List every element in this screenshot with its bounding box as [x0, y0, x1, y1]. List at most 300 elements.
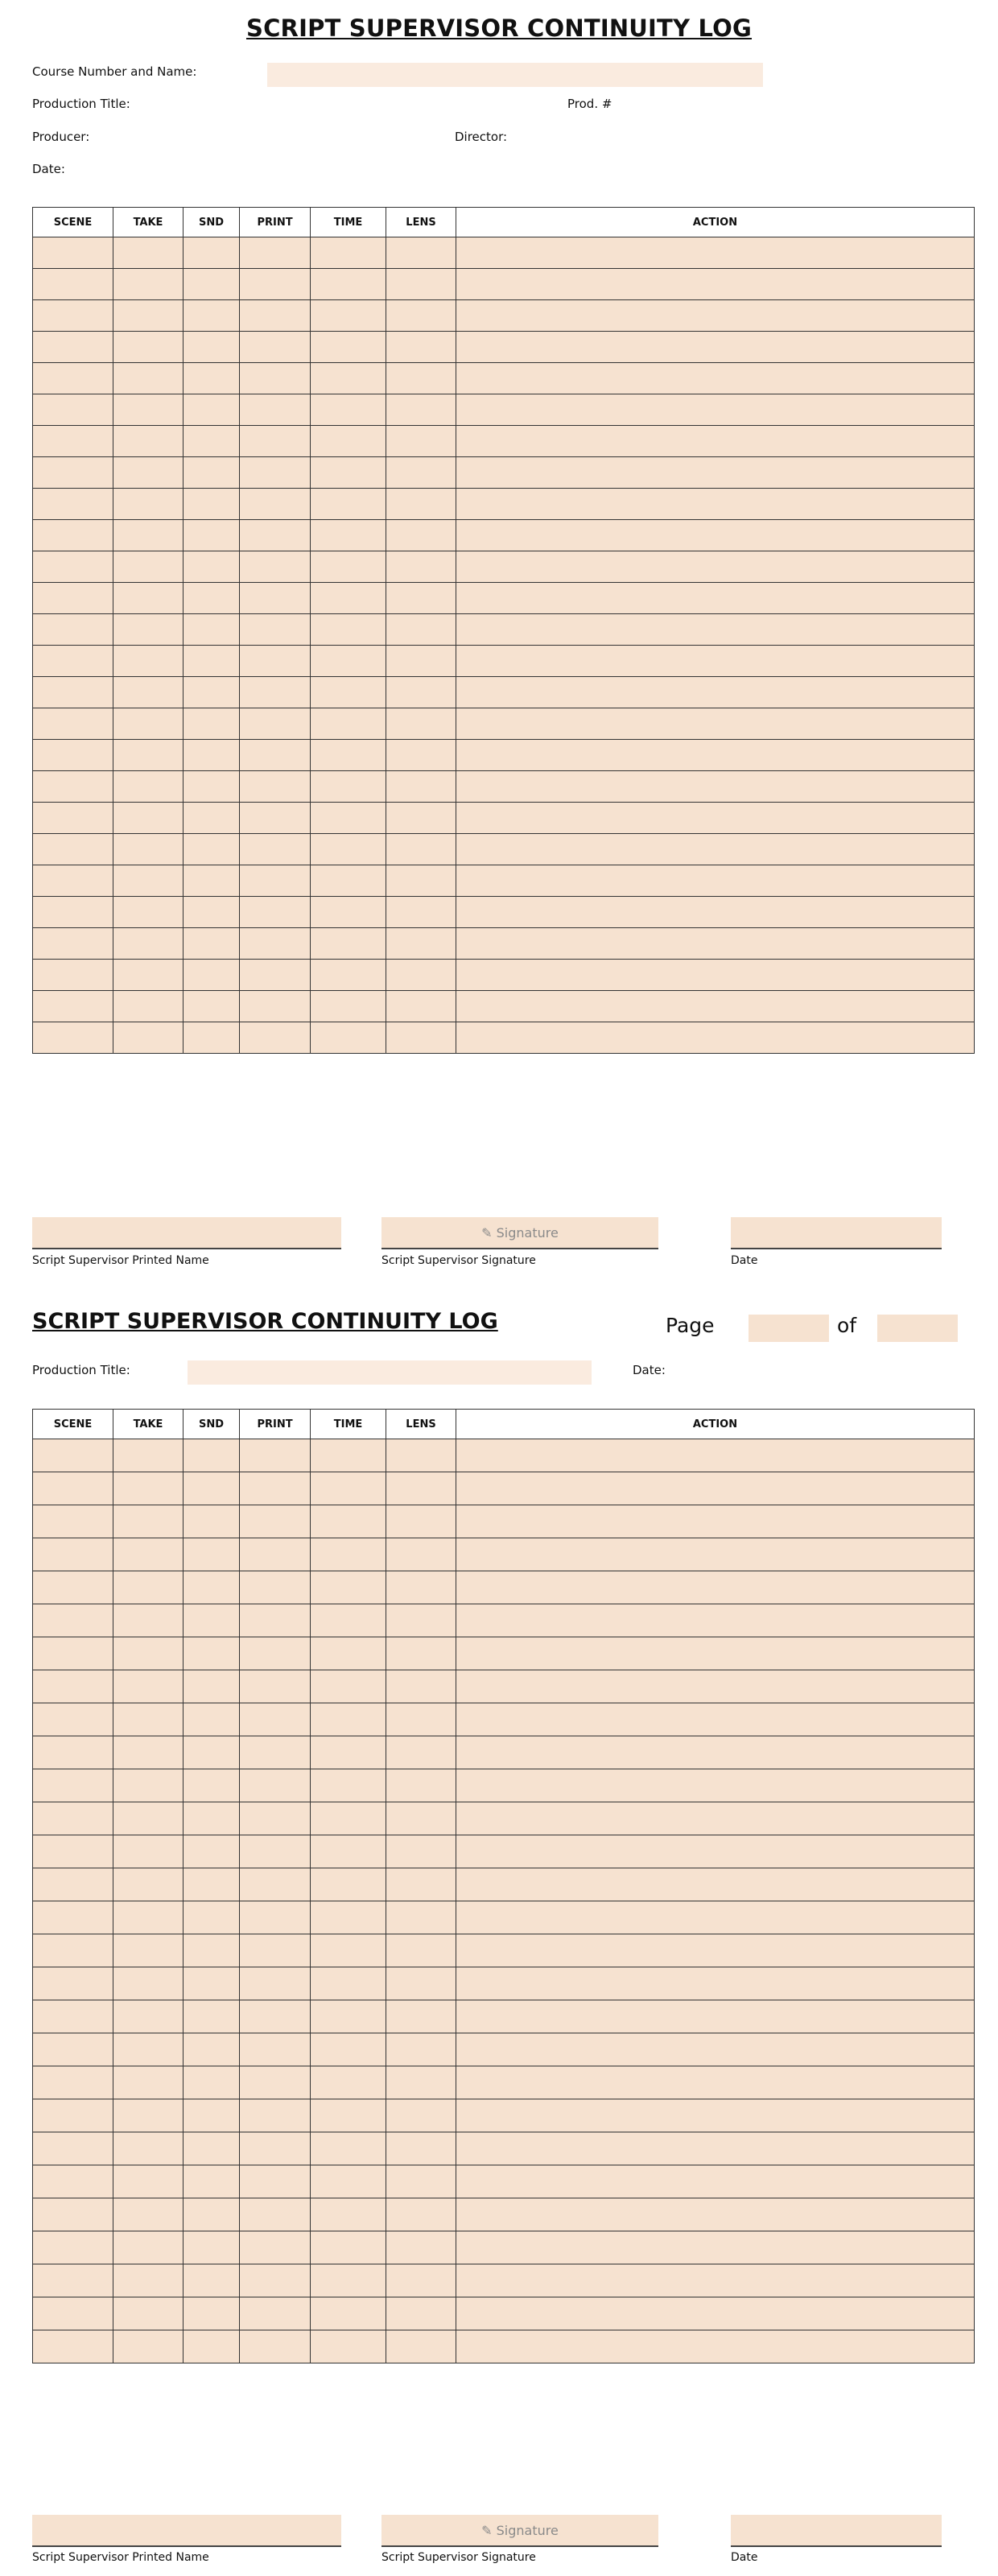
cell-action[interactable]	[456, 457, 975, 489]
cell-scene[interactable]	[33, 2132, 113, 2165]
cell-snd[interactable]	[184, 426, 240, 457]
cell-print[interactable]	[240, 1604, 311, 1637]
cell-lens[interactable]	[386, 960, 456, 991]
cell-snd[interactable]	[184, 2297, 240, 2330]
cell-print[interactable]	[240, 2099, 311, 2132]
cell-lens[interactable]	[386, 1934, 456, 1967]
cell-print[interactable]	[240, 1868, 311, 1901]
cell-action[interactable]	[456, 332, 975, 363]
cell-lens[interactable]	[386, 520, 456, 551]
cell-snd[interactable]	[184, 1967, 240, 2000]
cell-snd[interactable]	[184, 332, 240, 363]
cell-action[interactable]	[456, 2198, 975, 2231]
cell-take[interactable]	[113, 771, 184, 803]
cell-action[interactable]	[456, 677, 975, 708]
cell-snd[interactable]	[184, 457, 240, 489]
cell-print[interactable]	[240, 2330, 311, 2363]
cell-action[interactable]	[456, 551, 975, 583]
cell-time[interactable]	[311, 740, 386, 771]
cell-time[interactable]	[311, 1538, 386, 1571]
cell-scene[interactable]	[33, 960, 113, 991]
cell-scene[interactable]	[33, 457, 113, 489]
cell-print[interactable]	[240, 1901, 311, 1934]
cell-snd[interactable]	[184, 1670, 240, 1703]
cell-take[interactable]	[113, 2099, 184, 2132]
cell-action[interactable]	[456, 740, 975, 771]
cell-scene[interactable]	[33, 865, 113, 897]
cell-action[interactable]	[456, 865, 975, 897]
cell-action[interactable]	[456, 1835, 975, 1868]
cell-take[interactable]	[113, 489, 184, 520]
cell-time[interactable]	[311, 928, 386, 960]
cell-snd[interactable]	[184, 834, 240, 865]
cell-take[interactable]	[113, 332, 184, 363]
page-number-field[interactable]	[748, 1315, 829, 1342]
cell-take[interactable]	[113, 394, 184, 426]
cell-time[interactable]	[311, 2066, 386, 2099]
cell-take[interactable]	[113, 2066, 184, 2099]
cell-lens[interactable]	[386, 1769, 456, 1802]
cell-snd[interactable]	[184, 991, 240, 1022]
cell-take[interactable]	[113, 1868, 184, 1901]
cell-print[interactable]	[240, 834, 311, 865]
cell-time[interactable]	[311, 2165, 386, 2198]
cell-snd[interactable]	[184, 2033, 240, 2066]
cell-scene[interactable]	[33, 803, 113, 834]
cell-scene[interactable]	[33, 2033, 113, 2066]
cell-print[interactable]	[240, 991, 311, 1022]
cell-print[interactable]	[240, 1571, 311, 1604]
cell-time[interactable]	[311, 2198, 386, 2231]
cell-action[interactable]	[456, 1703, 975, 1736]
cell-action[interactable]	[456, 2264, 975, 2297]
cell-scene[interactable]	[33, 646, 113, 677]
cell-take[interactable]	[113, 1637, 184, 1670]
page2-signature-field[interactable]	[381, 2515, 658, 2547]
cell-snd[interactable]	[184, 865, 240, 897]
cell-lens[interactable]	[386, 332, 456, 363]
cell-snd[interactable]	[184, 1472, 240, 1505]
cell-take[interactable]	[113, 1835, 184, 1868]
cell-lens[interactable]	[386, 1703, 456, 1736]
cell-snd[interactable]	[184, 771, 240, 803]
cell-snd[interactable]	[184, 1637, 240, 1670]
cell-lens[interactable]	[386, 2033, 456, 2066]
cell-snd[interactable]	[184, 1835, 240, 1868]
cell-lens[interactable]	[386, 1538, 456, 1571]
cell-snd[interactable]	[184, 394, 240, 426]
cell-print[interactable]	[240, 2033, 311, 2066]
cell-snd[interactable]	[184, 1703, 240, 1736]
cell-snd[interactable]	[184, 1901, 240, 1934]
cell-scene[interactable]	[33, 269, 113, 300]
cell-lens[interactable]	[386, 2000, 456, 2033]
cell-take[interactable]	[113, 897, 184, 928]
cell-action[interactable]	[456, 520, 975, 551]
cell-scene[interactable]	[33, 614, 113, 646]
page2-signature-date-field[interactable]	[731, 2515, 942, 2547]
cell-print[interactable]	[240, 1022, 311, 1054]
cell-action[interactable]	[456, 2297, 975, 2330]
cell-lens[interactable]	[386, 2165, 456, 2198]
cell-take[interactable]	[113, 1802, 184, 1835]
cell-scene[interactable]	[33, 708, 113, 740]
cell-lens[interactable]	[386, 897, 456, 928]
cell-take[interactable]	[113, 614, 184, 646]
cell-print[interactable]	[240, 237, 311, 269]
cell-snd[interactable]	[184, 1505, 240, 1538]
cell-action[interactable]	[456, 1868, 975, 1901]
cell-lens[interactable]	[386, 2264, 456, 2297]
cell-print[interactable]	[240, 740, 311, 771]
cell-action[interactable]	[456, 489, 975, 520]
cell-take[interactable]	[113, 1901, 184, 1934]
cell-action[interactable]	[456, 2033, 975, 2066]
cell-time[interactable]	[311, 489, 386, 520]
cell-scene[interactable]	[33, 1439, 113, 1472]
cell-scene[interactable]	[33, 520, 113, 551]
cell-snd[interactable]	[184, 2198, 240, 2231]
cell-scene[interactable]	[33, 2264, 113, 2297]
cell-snd[interactable]	[184, 1538, 240, 1571]
cell-time[interactable]	[311, 2231, 386, 2264]
cell-action[interactable]	[456, 897, 975, 928]
cell-take[interactable]	[113, 708, 184, 740]
cell-take[interactable]	[113, 1934, 184, 1967]
cell-lens[interactable]	[386, 583, 456, 614]
cell-lens[interactable]	[386, 1868, 456, 1901]
cell-print[interactable]	[240, 2264, 311, 2297]
cell-print[interactable]	[240, 614, 311, 646]
cell-take[interactable]	[113, 1022, 184, 1054]
cell-scene[interactable]	[33, 2000, 113, 2033]
cell-time[interactable]	[311, 1637, 386, 1670]
cell-lens[interactable]	[386, 2099, 456, 2132]
cell-scene[interactable]	[33, 2099, 113, 2132]
cell-take[interactable]	[113, 646, 184, 677]
cell-scene[interactable]	[33, 426, 113, 457]
cell-scene[interactable]	[33, 928, 113, 960]
cell-time[interactable]	[311, 2264, 386, 2297]
cell-time[interactable]	[311, 2132, 386, 2165]
cell-action[interactable]	[456, 2000, 975, 2033]
cell-print[interactable]	[240, 2297, 311, 2330]
cell-print[interactable]	[240, 1670, 311, 1703]
cell-snd[interactable]	[184, 2132, 240, 2165]
cell-time[interactable]	[311, 520, 386, 551]
cell-time[interactable]	[311, 269, 386, 300]
cell-action[interactable]	[456, 363, 975, 394]
cell-scene[interactable]	[33, 991, 113, 1022]
cell-take[interactable]	[113, 583, 184, 614]
cell-print[interactable]	[240, 1439, 311, 1472]
cell-time[interactable]	[311, 708, 386, 740]
cell-take[interactable]	[113, 1967, 184, 2000]
cell-lens[interactable]	[386, 1670, 456, 1703]
cell-snd[interactable]	[184, 646, 240, 677]
cell-take[interactable]	[113, 2297, 184, 2330]
cell-scene[interactable]	[33, 1736, 113, 1769]
cell-action[interactable]	[456, 1637, 975, 1670]
cell-print[interactable]	[240, 2231, 311, 2264]
cell-print[interactable]	[240, 646, 311, 677]
cell-scene[interactable]	[33, 363, 113, 394]
cell-scene[interactable]	[33, 1868, 113, 1901]
cell-lens[interactable]	[386, 1505, 456, 1538]
cell-take[interactable]	[113, 300, 184, 332]
cell-action[interactable]	[456, 426, 975, 457]
cell-lens[interactable]	[386, 614, 456, 646]
cell-snd[interactable]	[184, 363, 240, 394]
cell-print[interactable]	[240, 771, 311, 803]
signature-field[interactable]	[381, 1217, 658, 1249]
cell-lens[interactable]	[386, 2330, 456, 2363]
cell-print[interactable]	[240, 269, 311, 300]
cell-snd[interactable]	[184, 2066, 240, 2099]
cell-action[interactable]	[456, 928, 975, 960]
cell-print[interactable]	[240, 897, 311, 928]
cell-snd[interactable]	[184, 614, 240, 646]
cell-scene[interactable]	[33, 2231, 113, 2264]
cell-lens[interactable]	[386, 489, 456, 520]
cell-time[interactable]	[311, 1769, 386, 1802]
cell-action[interactable]	[456, 2231, 975, 2264]
cell-action[interactable]	[456, 1604, 975, 1637]
cell-snd[interactable]	[184, 1022, 240, 1054]
cell-take[interactable]	[113, 1571, 184, 1604]
cell-print[interactable]	[240, 677, 311, 708]
cell-snd[interactable]	[184, 269, 240, 300]
cell-print[interactable]	[240, 1538, 311, 1571]
cell-lens[interactable]	[386, 708, 456, 740]
cell-snd[interactable]	[184, 1934, 240, 1967]
cell-print[interactable]	[240, 803, 311, 834]
cell-time[interactable]	[311, 237, 386, 269]
cell-snd[interactable]	[184, 520, 240, 551]
cell-lens[interactable]	[386, 300, 456, 332]
cell-scene[interactable]	[33, 1538, 113, 1571]
cell-take[interactable]	[113, 1538, 184, 1571]
cell-time[interactable]	[311, 677, 386, 708]
cell-take[interactable]	[113, 1703, 184, 1736]
cell-scene[interactable]	[33, 1022, 113, 1054]
cell-action[interactable]	[456, 1934, 975, 1967]
cell-snd[interactable]	[184, 489, 240, 520]
cell-time[interactable]	[311, 1703, 386, 1736]
cell-scene[interactable]	[33, 1802, 113, 1835]
cell-print[interactable]	[240, 583, 311, 614]
cell-lens[interactable]	[386, 1967, 456, 2000]
cell-time[interactable]	[311, 332, 386, 363]
cell-action[interactable]	[456, 614, 975, 646]
cell-scene[interactable]	[33, 897, 113, 928]
cell-time[interactable]	[311, 1571, 386, 1604]
cell-time[interactable]	[311, 1604, 386, 1637]
cell-time[interactable]	[311, 583, 386, 614]
cell-scene[interactable]	[33, 551, 113, 583]
cell-lens[interactable]	[386, 269, 456, 300]
cell-lens[interactable]	[386, 677, 456, 708]
cell-lens[interactable]	[386, 1637, 456, 1670]
cell-scene[interactable]	[33, 1934, 113, 1967]
cell-scene[interactable]	[33, 1472, 113, 1505]
cell-action[interactable]	[456, 1571, 975, 1604]
cell-scene[interactable]	[33, 2066, 113, 2099]
cell-scene[interactable]	[33, 771, 113, 803]
cell-snd[interactable]	[184, 237, 240, 269]
cell-scene[interactable]	[33, 740, 113, 771]
cell-scene[interactable]	[33, 1670, 113, 1703]
cell-time[interactable]	[311, 865, 386, 897]
cell-take[interactable]	[113, 1670, 184, 1703]
cell-scene[interactable]	[33, 332, 113, 363]
cell-snd[interactable]	[184, 2165, 240, 2198]
cell-lens[interactable]	[386, 1022, 456, 1054]
cell-scene[interactable]	[33, 677, 113, 708]
cell-snd[interactable]	[184, 677, 240, 708]
cell-action[interactable]	[456, 2132, 975, 2165]
cell-scene[interactable]	[33, 1901, 113, 1934]
cell-lens[interactable]	[386, 457, 456, 489]
cell-lens[interactable]	[386, 1571, 456, 1604]
cell-print[interactable]	[240, 1703, 311, 1736]
cell-action[interactable]	[456, 1769, 975, 1802]
cell-snd[interactable]	[184, 300, 240, 332]
cell-time[interactable]	[311, 897, 386, 928]
cell-scene[interactable]	[33, 2330, 113, 2363]
cell-lens[interactable]	[386, 1439, 456, 1472]
cell-print[interactable]	[240, 300, 311, 332]
cell-action[interactable]	[456, 960, 975, 991]
cell-action[interactable]	[456, 269, 975, 300]
cell-take[interactable]	[113, 269, 184, 300]
cell-snd[interactable]	[184, 740, 240, 771]
cell-action[interactable]	[456, 394, 975, 426]
cell-scene[interactable]	[33, 583, 113, 614]
cell-action[interactable]	[456, 2330, 975, 2363]
cell-lens[interactable]	[386, 803, 456, 834]
cell-snd[interactable]	[184, 1439, 240, 1472]
cell-action[interactable]	[456, 1967, 975, 2000]
cell-action[interactable]	[456, 583, 975, 614]
cell-print[interactable]	[240, 1802, 311, 1835]
cell-snd[interactable]	[184, 1769, 240, 1802]
cell-print[interactable]	[240, 1505, 311, 1538]
cell-time[interactable]	[311, 1967, 386, 2000]
cell-time[interactable]	[311, 960, 386, 991]
cell-print[interactable]	[240, 1769, 311, 1802]
cell-time[interactable]	[311, 834, 386, 865]
cell-lens[interactable]	[386, 1835, 456, 1868]
cell-take[interactable]	[113, 1736, 184, 1769]
cell-take[interactable]	[113, 551, 184, 583]
cell-action[interactable]	[456, 1439, 975, 1472]
cell-lens[interactable]	[386, 740, 456, 771]
cell-print[interactable]	[240, 1934, 311, 1967]
cell-action[interactable]	[456, 803, 975, 834]
cell-time[interactable]	[311, 646, 386, 677]
cell-time[interactable]	[311, 300, 386, 332]
cell-scene[interactable]	[33, 394, 113, 426]
cell-take[interactable]	[113, 1439, 184, 1472]
cell-lens[interactable]	[386, 363, 456, 394]
cell-action[interactable]	[456, 708, 975, 740]
cell-time[interactable]	[311, 1472, 386, 1505]
cell-time[interactable]	[311, 1439, 386, 1472]
cell-time[interactable]	[311, 457, 386, 489]
cell-snd[interactable]	[184, 1736, 240, 1769]
cell-lens[interactable]	[386, 1604, 456, 1637]
cell-time[interactable]	[311, 551, 386, 583]
cell-lens[interactable]	[386, 771, 456, 803]
cell-print[interactable]	[240, 2132, 311, 2165]
cell-time[interactable]	[311, 803, 386, 834]
cell-snd[interactable]	[184, 803, 240, 834]
cell-snd[interactable]	[184, 2231, 240, 2264]
cell-print[interactable]	[240, 865, 311, 897]
cell-action[interactable]	[456, 2099, 975, 2132]
cell-lens[interactable]	[386, 865, 456, 897]
cell-action[interactable]	[456, 834, 975, 865]
cell-scene[interactable]	[33, 2198, 113, 2231]
cell-take[interactable]	[113, 2033, 184, 2066]
cell-take[interactable]	[113, 834, 184, 865]
cell-take[interactable]	[113, 1769, 184, 1802]
cell-snd[interactable]	[184, 960, 240, 991]
cell-print[interactable]	[240, 332, 311, 363]
cell-print[interactable]	[240, 928, 311, 960]
cell-lens[interactable]	[386, 1802, 456, 1835]
cell-print[interactable]	[240, 1967, 311, 2000]
cell-action[interactable]	[456, 1022, 975, 1054]
cell-take[interactable]	[113, 960, 184, 991]
cell-print[interactable]	[240, 489, 311, 520]
cell-take[interactable]	[113, 2165, 184, 2198]
cell-take[interactable]	[113, 803, 184, 834]
cell-lens[interactable]	[386, 1472, 456, 1505]
signature-date-field[interactable]	[731, 1217, 942, 1249]
cell-snd[interactable]	[184, 928, 240, 960]
cell-print[interactable]	[240, 2165, 311, 2198]
cell-time[interactable]	[311, 426, 386, 457]
cell-take[interactable]	[113, 865, 184, 897]
cell-print[interactable]	[240, 2000, 311, 2033]
cell-print[interactable]	[240, 2198, 311, 2231]
cell-scene[interactable]	[33, 1505, 113, 1538]
cell-action[interactable]	[456, 300, 975, 332]
cell-take[interactable]	[113, 2198, 184, 2231]
cell-time[interactable]	[311, 1505, 386, 1538]
cell-take[interactable]	[113, 2132, 184, 2165]
cell-scene[interactable]	[33, 1604, 113, 1637]
cell-scene[interactable]	[33, 834, 113, 865]
cell-action[interactable]	[456, 2165, 975, 2198]
cell-action[interactable]	[456, 237, 975, 269]
cell-time[interactable]	[311, 1934, 386, 1967]
cell-scene[interactable]	[33, 1967, 113, 2000]
cell-time[interactable]	[311, 2000, 386, 2033]
cell-scene[interactable]	[33, 1769, 113, 1802]
cell-print[interactable]	[240, 708, 311, 740]
cell-lens[interactable]	[386, 237, 456, 269]
cell-lens[interactable]	[386, 646, 456, 677]
cell-scene[interactable]	[33, 1637, 113, 1670]
cell-time[interactable]	[311, 394, 386, 426]
cell-action[interactable]	[456, 1901, 975, 1934]
page2-production-title-field[interactable]	[188, 1360, 592, 1385]
cell-take[interactable]	[113, 1505, 184, 1538]
cell-lens[interactable]	[386, 1736, 456, 1769]
